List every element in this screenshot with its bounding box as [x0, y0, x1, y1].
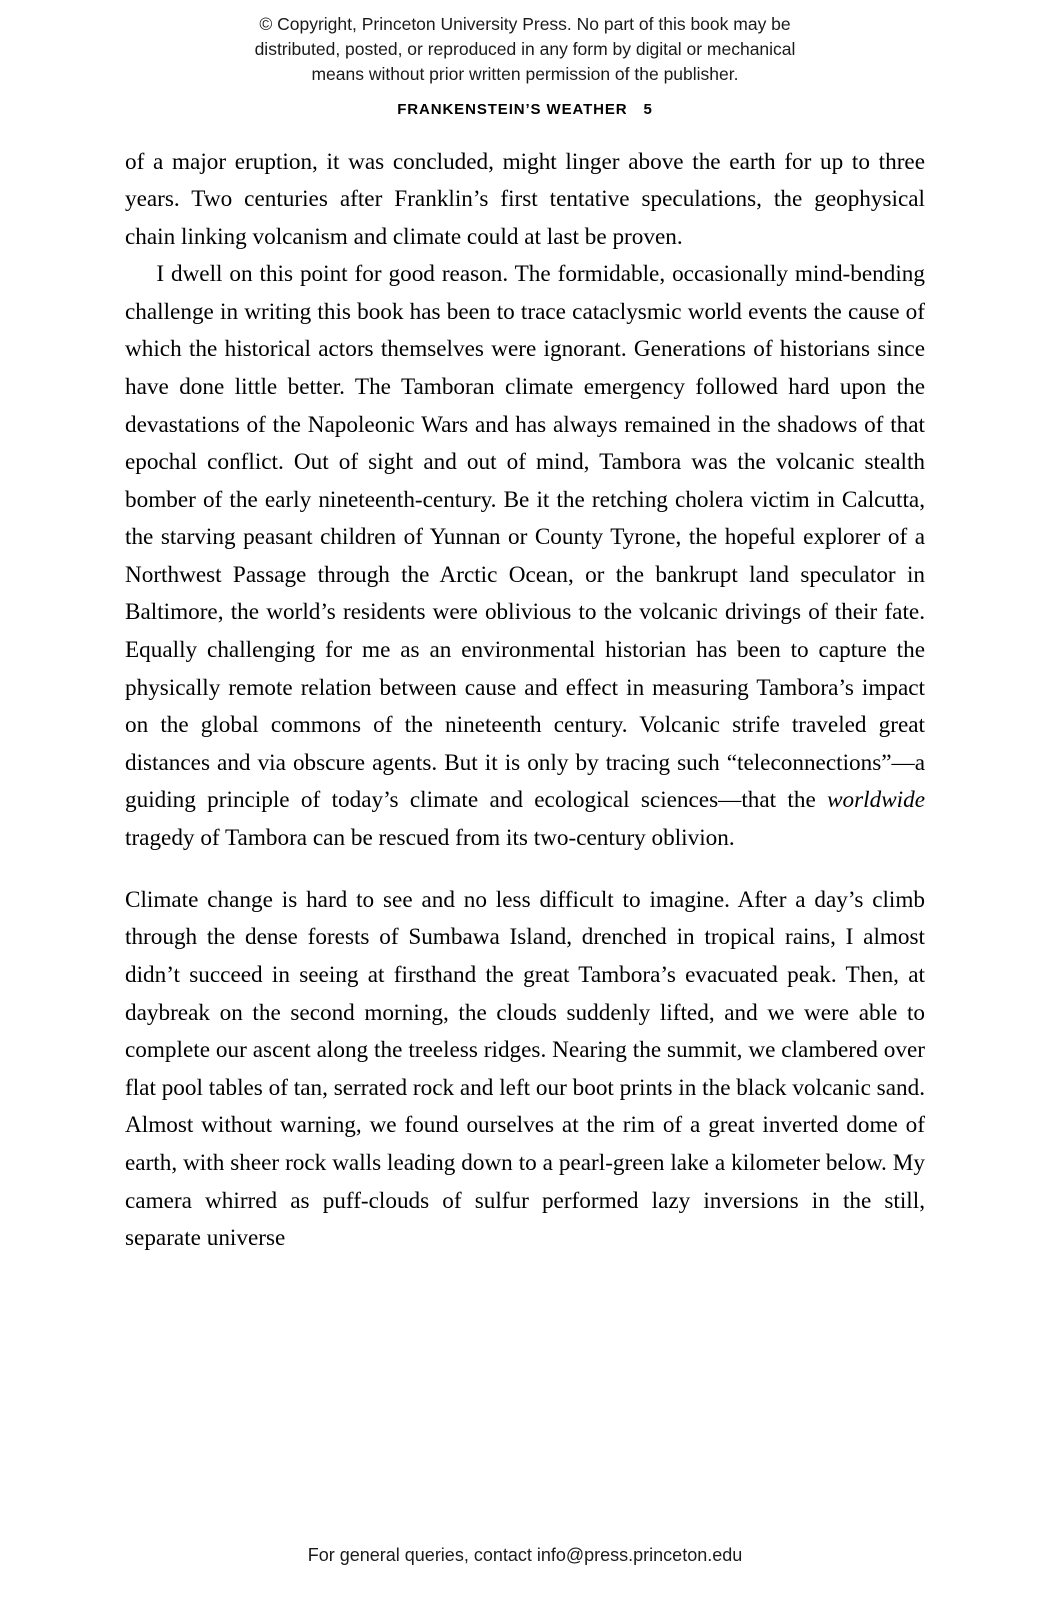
copyright-line-1: © Copyright, Princeton University Press. No part of this book may be	[259, 14, 791, 34]
copyright-notice	[175, 12, 875, 87]
body-text-column	[125, 144, 925, 1258]
page-number: 5	[643, 100, 653, 118]
paragraph-i-dwell	[125, 256, 925, 857]
paragraph-continued: of a major eruption, it was concluded, might linger above the earth for up to three years. Two centuries after Franklin’s first tentative speculations, the geophysical chain linking volcanism and climate could at last be proven.	[125, 148, 925, 250]
paragraph-text-part-2: tragedy of Tambora can be rescued from its two-century oblivion.	[125, 824, 735, 851]
running-head	[0, 101, 1050, 118]
running-head-title: FRANKENSTEIN’S WEATHER	[397, 100, 628, 118]
paragraph-text-part-1: I dwell on this point for good reason. The formidable, occasionally mind-bending challenge in writing this book has been to trace cataclysmic world events the cause of which the historical actors themselves were ignorant. Generations of historians since have done little better. The Tamboran climate emergency followed hard upon the devastations of the Napoleonic Wars and has always remained in the shadows of that epochal conflict. Out of sight and out of mind, Tambora was the volcanic stealth bomber of the early nineteenth-century. Be it the retching cholera victim in Calcutta, the starving peasant children of Yunnan or County Tyrone, the hopeful explorer of a Northwest Passage through the Arctic Ocean, or the bankrupt land speculator in Baltimore, the world’s residents were oblivious to the volcanic drivings of their fate. Equally challenging for me as an environmental historian has been to capture the physically remote relation between cause and effect in measuring Tambora’s impact on the global commons of the nineteenth century. Volcanic strife traveled great distances and via obscure agents. But it is only by tracing such “teleconnections”—a guiding principle of today’s climate and ecological sciences—that the	[125, 261, 925, 814]
paragraph-climate-change: Climate change is hard to see and no less difficult to imagine. After a day’s climb through the dense forests of Sumbawa Island, drenched in tropical rains, I almost didn’t succeed in seeing at firsthand the great Tambora’s evacuated peak. Then, at daybreak on the second morning, the clouds suddenly lifted, and we were able to complete our ascent along the treeless ridges. Nearing the summit, we clambered over flat pool tables of tan, serrated rock and left our boot prints in the black volcanic sand. Almost without warning, we found ourselves at the rim of a great inverted dome of earth, with sheer rock walls leading down to a pearl-green lake a kilometer below. My camera whirred as puff-clouds of sulfur performed lazy inversions in the still, separate universe	[125, 886, 925, 1252]
footer-queries-note: For general queries, contact info@press.princeton.edu	[307, 1545, 743, 1565]
copyright-line-2: distributed, posted, or reproduced in any form by digital or mechanical	[254, 38, 796, 59]
copyright-line-3: means without prior written permission of the publisher.	[311, 63, 739, 84]
italic-word-worldwide: worldwide	[827, 787, 925, 814]
